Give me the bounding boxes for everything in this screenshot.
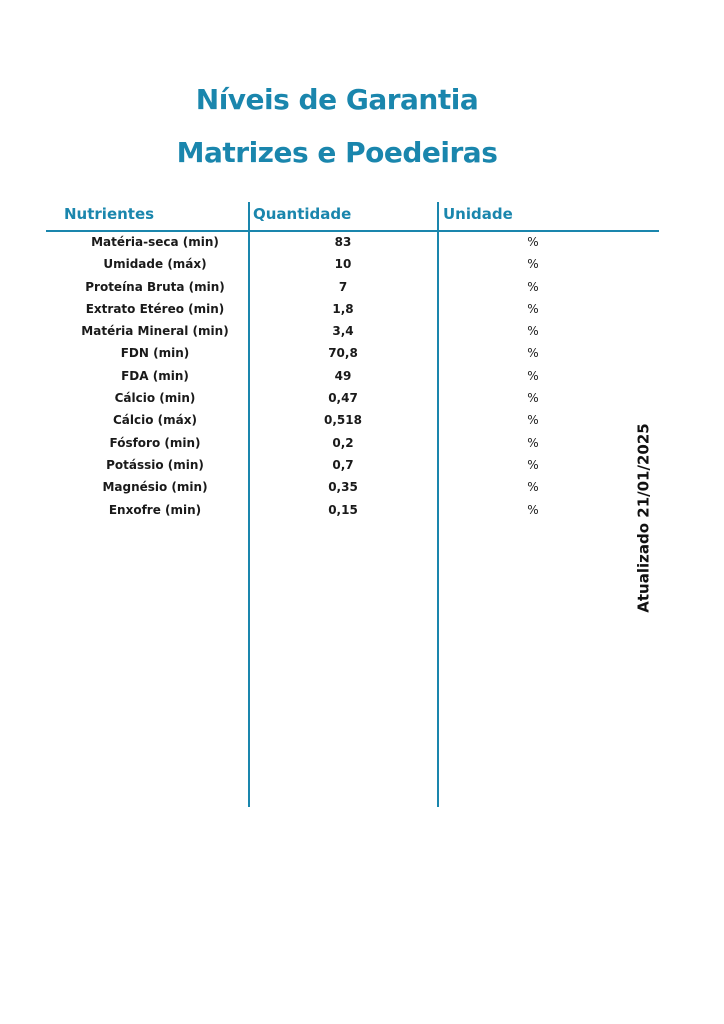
table-row [0, 501, 724, 523]
column-header-unit: Unidade [443, 205, 513, 223]
nutrient-quantity: 49 [334, 368, 352, 383]
nutrient-unit: % [527, 413, 539, 428]
nutrient-quantity: 0,2 [332, 435, 354, 450]
nutrient-name: Matéria-seca (min) [91, 235, 219, 249]
page-title: Níveis de Garantia [195, 83, 479, 116]
nutrient-quantity: 0,518 [324, 413, 362, 428]
table-row [0, 233, 724, 255]
nutrient-name: Matéria Mineral (min) [81, 324, 229, 339]
nutrient-unit: % [527, 502, 539, 517]
nutrient-quantity: 10 [334, 257, 352, 272]
table-row [0, 478, 724, 500]
nutrient-unit: % [527, 480, 539, 495]
nutrient-unit: % [527, 391, 539, 406]
nutrient-unit: % [527, 346, 539, 361]
nutrient-quantity: 1,8 [332, 301, 354, 316]
nutrient-name: Umidade (máx) [103, 257, 207, 272]
nutrient-unit: % [527, 301, 539, 316]
table-row [0, 456, 724, 478]
nutrient-name: Fósforo (min) [109, 435, 201, 450]
updated-date-label: Atualizado 21/01/2025 [634, 423, 653, 613]
nutrient-table-body [0, 233, 724, 523]
table-row [0, 278, 724, 300]
table-row [0, 411, 724, 433]
nutrient-unit: % [527, 457, 539, 472]
header-divider [46, 230, 659, 232]
table-row [0, 434, 724, 456]
nutrient-unit: % [527, 435, 539, 450]
nutrient-quantity: 83 [334, 235, 352, 249]
nutrient-unit: % [527, 324, 539, 339]
nutrient-name: Extrato Etéreo (min) [85, 301, 225, 316]
nutrient-unit: % [527, 257, 539, 272]
column-header-quantity: Quantidade [253, 205, 352, 223]
nutrient-quantity: 0,7 [332, 457, 354, 472]
table-row [0, 389, 724, 411]
nutrient-name: Magnésio (min) [102, 480, 208, 495]
nutrient-name: Potássio (min) [106, 457, 204, 472]
nutrient-name: FDA (min) [121, 368, 189, 383]
nutrient-name: Cálcio (máx) [113, 413, 197, 428]
nutrient-name: Cálcio (min) [114, 391, 196, 406]
nutrient-quantity: 70,8 [328, 346, 358, 361]
nutrient-name: Enxofre (min) [108, 502, 202, 517]
nutrient-quantity: 7 [338, 279, 348, 294]
table-row [0, 367, 724, 389]
column-header-nutrients: Nutrientes [64, 205, 155, 223]
nutrient-unit: % [527, 279, 539, 294]
table-row [0, 344, 724, 366]
nutrient-unit: % [527, 235, 539, 249]
table-row [0, 322, 724, 344]
nutrient-unit: % [527, 368, 539, 383]
table-row [0, 255, 724, 277]
nutrient-name: Proteína Bruta (min) [85, 279, 225, 294]
nutrient-quantity: 0,15 [328, 502, 358, 517]
table-row [0, 300, 724, 322]
nutrient-quantity: 0,35 [328, 480, 358, 495]
nutrient-quantity: 3,4 [332, 324, 354, 339]
nutrient-quantity: 0,47 [328, 391, 358, 406]
nutrient-name: FDN (min) [120, 346, 190, 361]
page-subtitle: Matrizes e Poedeiras [176, 136, 498, 169]
